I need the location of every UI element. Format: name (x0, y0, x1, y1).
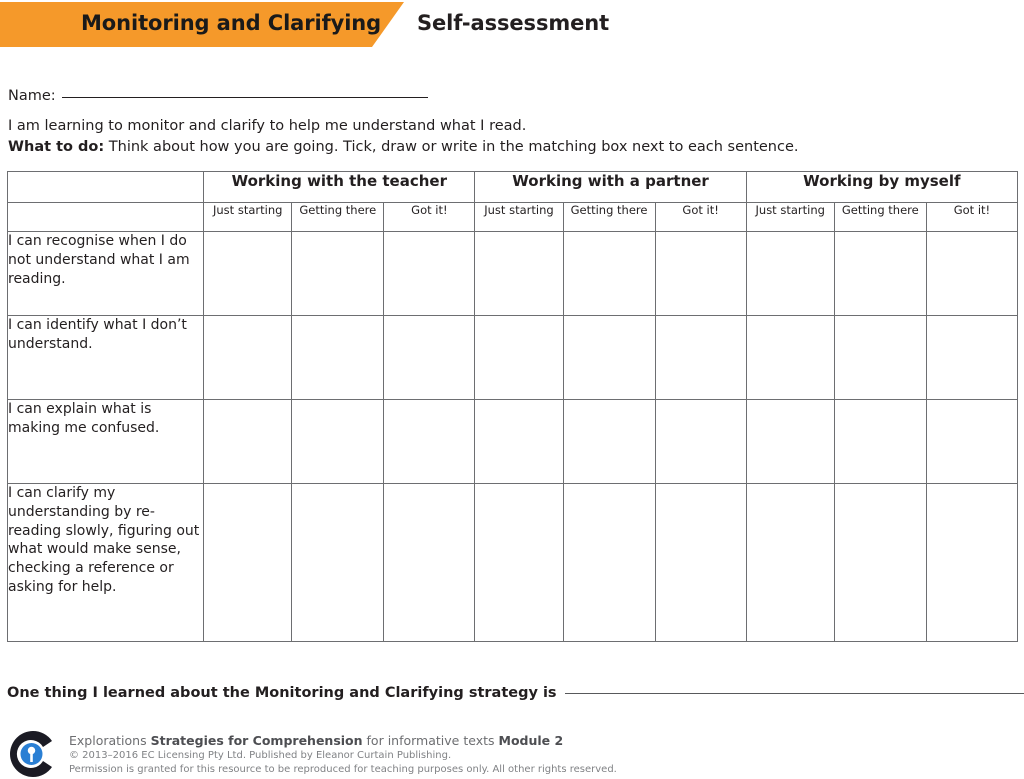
statement-cell-4: I can clarify my understanding by re-reading slowly, figuring out what would make sense, checking a reference or asking for help. (8, 484, 204, 642)
response-box-r1-teacher-just-starting[interactable] (204, 232, 292, 316)
page-header (0, 0, 1024, 56)
header-sheet-kind: Self-assessment (417, 11, 610, 35)
response-box-r4-teacher-just-starting[interactable] (204, 484, 292, 642)
response-box-r3-teacher-getting-there[interactable] (292, 400, 384, 484)
footer-text-block (69, 727, 617, 778)
reflection-answer-line[interactable] (565, 693, 1024, 694)
response-box-r2-partner-got-it[interactable] (655, 316, 746, 400)
footer-module: Module 2 (498, 733, 564, 748)
level-header-myself-just-starting: Just starting (746, 203, 834, 232)
response-box-r4-partner-just-starting[interactable] (475, 484, 563, 642)
statement-cell-2: I can identify what I don’t understand. (8, 316, 204, 400)
reflection-prompt: One thing I learned about the Monitoring and Clarifying strategy is (7, 685, 557, 701)
response-box-r3-partner-getting-there[interactable] (563, 400, 655, 484)
response-box-r1-myself-getting-there[interactable] (834, 232, 926, 316)
what-to-do-text: Think about how you are going. Tick, draw or write in the matching box next to each sentence. (108, 139, 799, 155)
table-row (8, 316, 1018, 400)
response-box-r3-teacher-just-starting[interactable] (204, 400, 292, 484)
header-strategy-title: Monitoring and Clarifying (81, 11, 382, 35)
response-box-r2-myself-got-it[interactable] (926, 316, 1017, 400)
reflection-row (7, 685, 1024, 701)
response-box-r1-teacher-got-it[interactable] (384, 232, 475, 316)
response-box-r4-partner-got-it[interactable] (655, 484, 746, 642)
response-box-r3-myself-got-it[interactable] (926, 400, 1017, 484)
what-to-do-label: What to do: (8, 139, 105, 155)
table-corner-cell-lower (8, 203, 204, 232)
response-box-r4-teacher-getting-there[interactable] (292, 484, 384, 642)
table-row (8, 484, 1018, 642)
name-input-line[interactable] (62, 97, 428, 98)
name-label: Name: (8, 88, 56, 104)
group-header-teacher: Working with the teacher (204, 172, 475, 203)
name-field-row (8, 88, 428, 104)
response-box-r2-teacher-just-starting[interactable] (204, 316, 292, 400)
response-box-r2-teacher-got-it[interactable] (384, 316, 475, 400)
footer-title-mid: for informative texts (366, 733, 495, 748)
statement-cell-3: I can explain what is making me confused. (8, 400, 204, 484)
footer-permission: Permission is granted for this resource to be reproduced for teaching purposes only. All other rights reserved. (69, 764, 617, 776)
response-box-r3-partner-just-starting[interactable] (475, 400, 563, 484)
response-box-r3-myself-just-starting[interactable] (746, 400, 834, 484)
response-box-r3-myself-getting-there[interactable] (834, 400, 926, 484)
response-box-r1-partner-got-it[interactable] (655, 232, 746, 316)
level-header-partner-got-it: Got it! (655, 203, 746, 232)
self-assessment-table (7, 171, 1018, 642)
response-box-r4-myself-getting-there[interactable] (834, 484, 926, 642)
table-row (8, 400, 1018, 484)
response-box-r3-partner-got-it[interactable] (655, 400, 746, 484)
level-header-myself-got-it: Got it! (926, 203, 1017, 232)
response-box-r1-myself-got-it[interactable] (926, 232, 1017, 316)
response-box-r2-partner-getting-there[interactable] (563, 316, 655, 400)
level-header-partner-just-starting: Just starting (475, 203, 563, 232)
level-header-partner-getting-there: Getting there (563, 203, 655, 232)
response-box-r2-partner-just-starting[interactable] (475, 316, 563, 400)
table-row (8, 232, 1018, 316)
response-box-r4-partner-getting-there[interactable] (563, 484, 655, 642)
group-header-partner: Working with a partner (475, 172, 746, 203)
footer-series: Explorations (69, 733, 147, 748)
response-box-r1-partner-just-starting[interactable] (475, 232, 563, 316)
response-box-r4-teacher-got-it[interactable] (384, 484, 475, 642)
group-header-myself: Working by myself (746, 172, 1017, 203)
table-corner-cell (8, 172, 204, 203)
table-level-header-row (8, 203, 1018, 232)
what-to-do-line (8, 139, 799, 155)
page-footer (8, 727, 1018, 779)
response-box-r1-partner-getting-there[interactable] (563, 232, 655, 316)
response-box-r1-myself-just-starting[interactable] (746, 232, 834, 316)
response-box-r4-myself-got-it[interactable] (926, 484, 1017, 642)
response-box-r2-teacher-getting-there[interactable] (292, 316, 384, 400)
response-box-r3-teacher-got-it[interactable] (384, 400, 475, 484)
response-box-r4-myself-just-starting[interactable] (746, 484, 834, 642)
footer-copyright: © 2013–2016 EC Licensing Pty Ltd. Published by Eleanor Curtain Publishing. (69, 749, 452, 761)
response-box-r1-teacher-getting-there[interactable] (292, 232, 384, 316)
response-box-r2-myself-getting-there[interactable] (834, 316, 926, 400)
level-header-teacher-getting-there: Getting there (292, 203, 384, 232)
statement-cell-1: I can recognise when I do not understand what I am reading. (8, 232, 204, 316)
response-box-r2-myself-just-starting[interactable] (746, 316, 834, 400)
footer-title-bold: Strategies for Comprehension (150, 733, 363, 748)
level-header-teacher-got-it: Got it! (384, 203, 475, 232)
publisher-logo-icon (8, 729, 58, 779)
level-header-myself-getting-there: Getting there (834, 203, 926, 232)
level-header-teacher-just-starting: Just starting (204, 203, 292, 232)
footer-title-line (69, 733, 617, 749)
learning-intention: I am learning to monitor and clarify to help me understand what I read. (8, 118, 527, 134)
table-group-header-row (8, 172, 1018, 203)
